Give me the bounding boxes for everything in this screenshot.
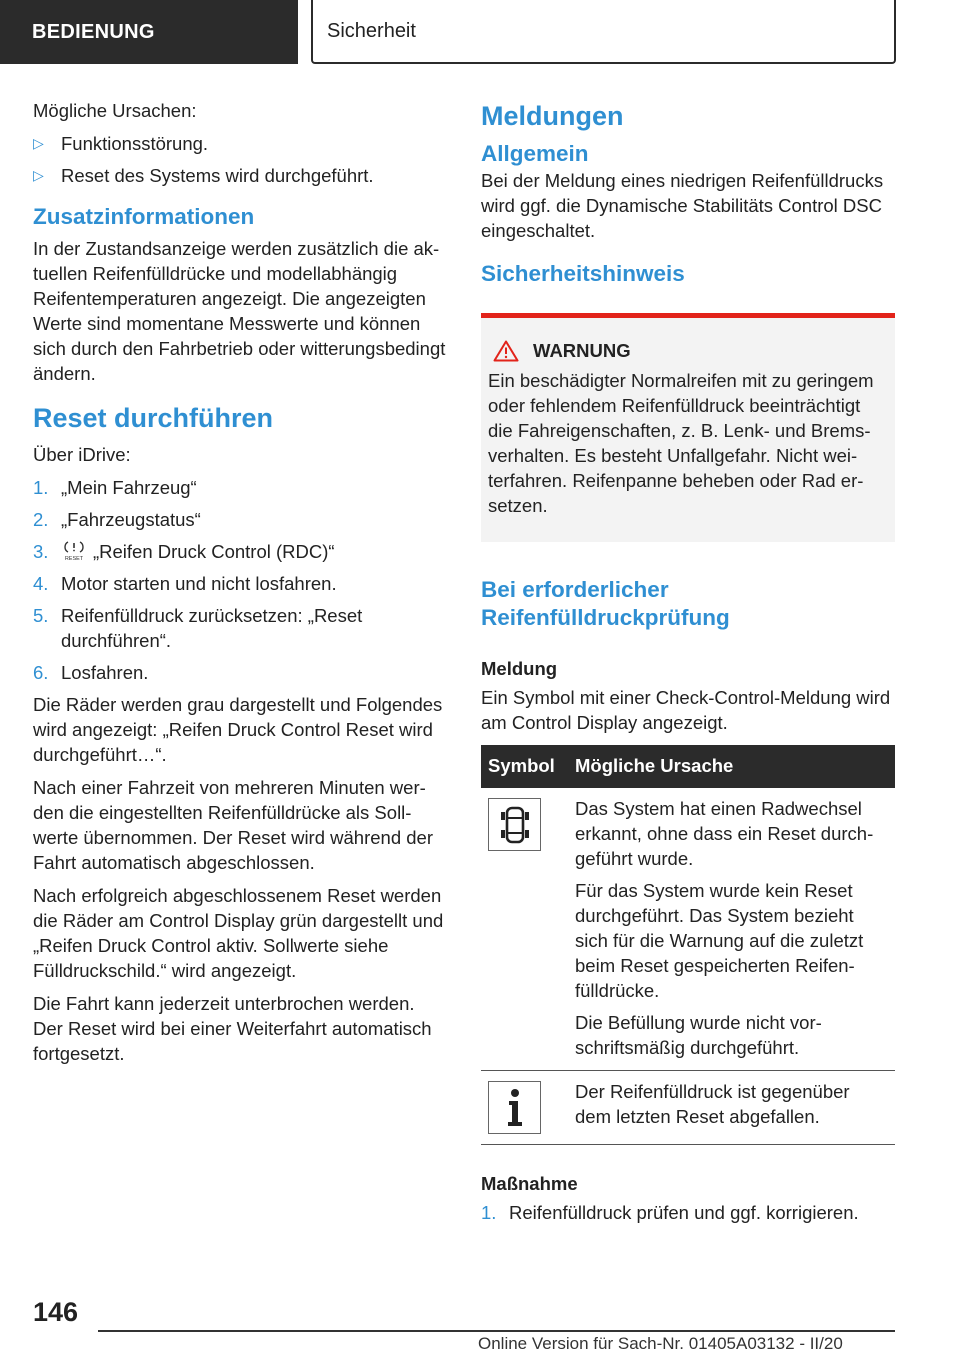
paragraph: Die Räder werden grau dargestellt und Folgendes wird angezeigt: „Reifen Druck Control Reset wird durchgeführt…“.	[33, 694, 443, 765]
cause-text: Der Reifenfülldruck ist gegenüber dem letzten Reset abgefallen.	[575, 1081, 850, 1127]
allgemein-text: Bei der Meldung eines niedrigen Reifenfülldrucks wird ggf. die Dynamische Stabilitäts Control DSC eingeschaltet.	[481, 170, 884, 241]
list-item: 1. „Mein Fahrzeug“	[33, 477, 197, 498]
paragraph: Nach erfolgreich abgeschlossenem Reset werden die Räder am Control Display grün dargestellt und „Reifen Druck Control aktiv. Sollwerte siehe Fülldruckschild.“ wird angezeigt.	[33, 885, 444, 981]
list-item: 4. Motor starten und nicht losfahren.	[33, 573, 337, 594]
list-item: 2. „Fahrzeugstatus“	[33, 509, 201, 530]
triangle-bullet-icon: ▷	[33, 135, 44, 151]
warning-triangle-icon	[493, 340, 519, 362]
sicherheit-heading: Sicherheitshinweis	[481, 261, 685, 286]
chapter-title: Sicherheit	[327, 19, 416, 42]
list-item: 6. Losfahren.	[33, 662, 149, 683]
warning-text: Ein beschädigter Normalreifen mit zu geringem oder fehlendem Reifenfülldruck beeinträchtigt die Fahreigenschaften, z. B. Lenk- und Bremsverhalten. Es besteht Unfallgefahr. Nicht weiterfahren. Reifenpanne beheben oder Rad ersetzen.	[488, 370, 874, 516]
massnahme-subheading: Maßnahme	[481, 1173, 578, 1194]
reset-heading: Reset durchführen	[33, 403, 274, 433]
list-item: ▷ Reset des Systems wird durchgeführt.	[33, 165, 374, 186]
zusatz-text: In der Zustandsanzeige werden zusätzlich die aktuellen Reifenfülldrücke und modellabhängig Reifentemperaturen angezeigt. Die angezeigten Werte sind momentane Messwerte und können sich durch den Fahrbetrieb oder witterungsbedingt ändern.	[33, 238, 446, 384]
warning-box	[481, 313, 895, 542]
bei-heading: Bei erforderlicher Reifenfülldruckprüfung	[481, 577, 730, 630]
symbol-table	[481, 745, 895, 1145]
allgemein-heading: Allgemein	[481, 141, 589, 166]
section-label: BEDIENUNG	[32, 20, 155, 43]
reset-intro: Über iDrive:	[33, 444, 131, 465]
cause-text: Für das System wurde kein Reset durchgeführt. Das System bezieht sich für die Warnung auf die zuletzt beim Reset gespeicherten Reifenfülldrücke.	[575, 880, 864, 1001]
section-tab	[0, 0, 298, 64]
rdc-reset-icon	[61, 540, 87, 562]
reset-steps	[33, 475, 448, 685]
footer-divider	[98, 1330, 895, 1332]
causes-list	[33, 131, 448, 188]
paragraph: Nach einer Fahrzeit von mehreren Minuten werden die eingestellten Reifenfülldrücke als Sollwerte übernommen. Der Reset wird während der Fahrt automatisch abgeschlossen.	[33, 777, 433, 873]
cause-text: Das System hat einen Radwechsel erkannt, ohne dass ein Reset durchgeführt wurde.	[575, 798, 874, 869]
list-item: 5. Reifenfülldruck zurücksetzen: „Reset durchführen“.	[33, 605, 363, 651]
chapter-header	[311, 0, 896, 64]
car-tires-icon	[488, 798, 541, 851]
info-icon	[488, 1081, 541, 1134]
table-header-cause: Mögliche Ursache	[568, 745, 895, 788]
meldung-subheading: Meldung	[481, 658, 558, 679]
svg-text:RESET: RESET	[64, 556, 84, 562]
warning-title: WARNUNG	[493, 340, 885, 362]
paragraph: Die Fahrt kann jederzeit unterbrochen werden. Der Reset wird bei einer Weiterfahrt automatisch fortgesetzt.	[33, 993, 432, 1064]
table-row	[481, 788, 895, 1071]
left-column	[33, 98, 448, 1066]
list-item: 3. RESET „Reifen Druck Control (RDC)“	[33, 541, 335, 562]
list-item: 1. Reifenfülldruck prüfen und ggf. korrigieren.	[481, 1202, 859, 1223]
list-item: ▷ Funktionsstörung.	[33, 133, 209, 154]
table-header-symbol: Symbol	[481, 745, 568, 788]
page-number: 146	[33, 1297, 79, 1327]
meldung-text: Ein Symbol mit einer Check-Control-Meldung wird am Control Display angezeigt.	[481, 687, 891, 733]
right-column	[481, 98, 895, 1232]
meldungen-heading: Meldungen	[481, 101, 624, 131]
zusatz-heading: Zusatzinformationen	[33, 204, 255, 229]
table-row	[481, 1071, 895, 1145]
causes-intro: Mögliche Ursachen:	[33, 100, 197, 121]
massnahme-steps	[481, 1200, 895, 1225]
footer-text: Online Version für Sach-Nr. 01405A03132 - II/20	[478, 1334, 843, 1353]
cause-text: Die Befüllung wurde nicht vorschriftsmäßig durchgeführt.	[575, 1012, 822, 1058]
triangle-bullet-icon: ▷	[33, 167, 44, 183]
